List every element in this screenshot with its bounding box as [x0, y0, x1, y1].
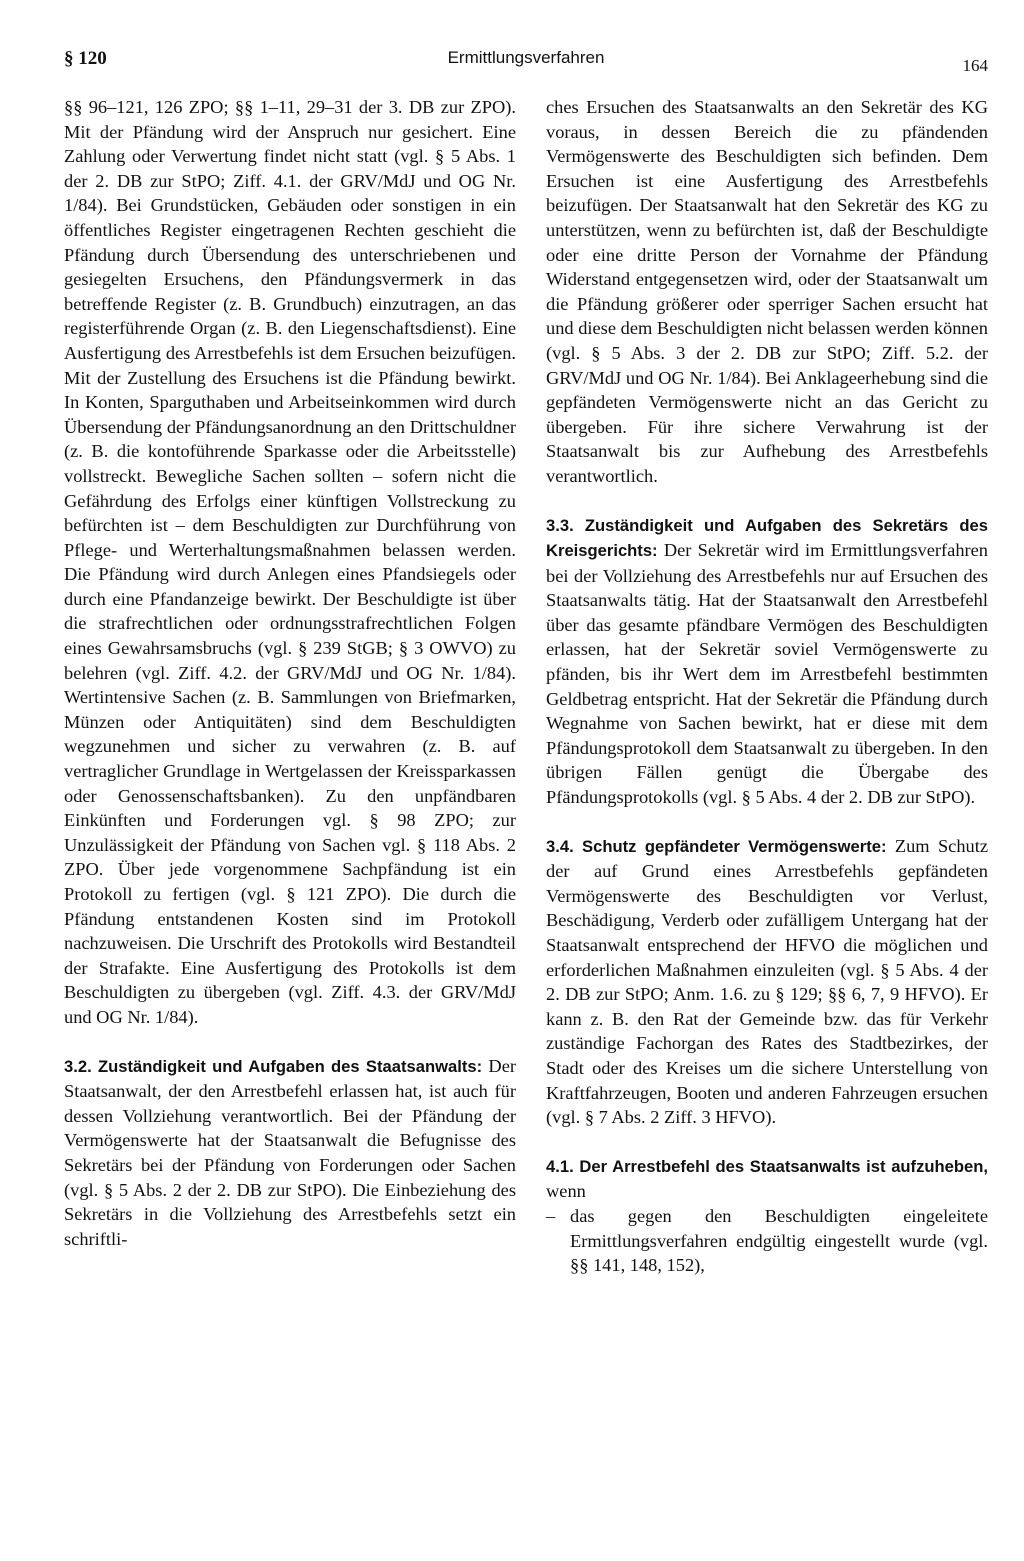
section-4-1-heading: Arrestbefehl des Staatsanwalts ist aufzuheben, [612, 1156, 988, 1176]
list-dash: – [546, 1205, 556, 1226]
section-4-1-prefix: 4.1. Der [546, 1156, 613, 1176]
header-section: § 120 [64, 48, 107, 69]
section-3-2-heading: 3.2. Zuständigkeit und Aufgaben des Staatsanwalts: [64, 1056, 483, 1076]
page-number: 164 [962, 56, 988, 75]
right-column [546, 95, 988, 1278]
section-3-3 [546, 513, 988, 810]
page-header [64, 48, 988, 78]
paragraph-ersuchen: ches Ersuchen des Staatsanwalts an den Sekretär des KG voraus, in dessen Bereich die zu pfändenden Vermögenswerte des Beschuldigten sich befinden. Dem Ersuchen ist eine Ausfertigung des Arrestbefehls beizufügen. Der Staatsanwalt hat den Sekretär des KG zu unterstützen, wenn zu befürchten ist, daß der Beschuldigte oder eine dritte Person der Vornahme der Pfändung Widerstand entgegensetzen wird, oder der Staatsanwalt um die Pfändung größerer oder sperriger Sachen ersucht hat und diese dem Beschuldigten nicht belassen werden können (vgl. § 5 Abs. 3 der 2. DB zur StPO; Ziff. 5.2. der GRV/MdJ und OG Nr. 1/84). Bei Anklageerhebung sind die gepfändeten Vermögenswerte nicht an das Gericht zu übergeben. Für ihre sichere Verwahrung ist der Staatsanwalt bis zur Aufhebung des Arrestbefehls verantwortlich. [546, 97, 988, 486]
section-3-2 [64, 1054, 516, 1252]
list-item-text: das gegen den Beschuldigten eingeleitete Ermittlungsverfahren endgültig eingestellt wurde (vgl. §§ 141, 148, 152), [570, 1205, 988, 1276]
list-item [546, 1204, 988, 1278]
section-3-4-text: Zum Schutz der auf Grund eines Arrestbefehls gepfändeten Vermögenswerte des Beschuldigten vor Verlust, Beschädigung, Verderb oder zufälligem Untergang hat der Staatsanwalt entsprechend der HFVO die möglichen und erforderlichen Maßnahmen einzuleiten (vgl. § 5 Abs. 4 der 2. DB zur StPO; Anm. 1.6. zu § 129; §§ 6, 7, 9 HFVO). Er kann z. B. den Rat der Gemeinde bzw. das für Verkehr zuständige Fachorgan des Rates des Stadtbezirkes, der Stadt oder des Kreises um die sichere Unterstellung von Kraftfahrzeugen, Booten und anderen Fahrzeugen ersuchen (vgl. § 7 Abs. 2 Ziff. 3 HFVO). [546, 835, 989, 1128]
left-column [64, 95, 516, 1251]
section-4-1-text: wenn [546, 1181, 586, 1202]
paragraph-pfaendung: §§ 96–121, 126 ZPO; §§ 1–11, 29–31 der 3. DB zur ZPO). Mit der Pfändung wird der Anspruch nur gesichert. Eine Zahlung oder Verwertung findet nicht statt (vgl. § 5 Abs. 1 der 2. DB zur StPO; Ziff. 4.1. der GRV/MdJ und OG Nr. 1/84). Bei Grundstücken, Gebäuden oder sonstigen in ein öffentliches Register eingetragenen Rechten geschieht die Pfändung durch Übersendung des unterschriebenen und gesiegelten Ersuchens, den Pfändungsvermerk in das betreffende Register (z. B. Grundbuch) einzutragen, an das registerführende Organ (z. B. den Liegenschaftsdienst). Eine Ausfertigung des Arrestbefehls ist dem Ersuchen beizufügen. Mit der Zustellung des Ersuchens ist die Pfändung bewirkt. In Konten, Sparguthaben und Arbeitseinkommen wird durch Übersendung der Pfändungsanordnung an den Drittschuldner (z. B. die kontoführende Sparkasse oder die Arbeitsstelle) vollstreckt. Bewegliche Sachen sollten – sofern nicht die Gefährdung des Erfolgs einer künftigen Vollstreckung zu befürchten ist – dem Beschuldigten zur Durchführung von Pflege- und Werterhaltungsmaßnahmen belassen werden. Die Pfändung wird durch Anlegen eines Pfandsiegels oder durch eine Pfandanzeige bewirkt. Der Beschuldigte ist über die strafrechtlichen oder ordnungsstrafrechtlichen Folgen eines Gewahrsamsbruchs (vgl. § 239 StGB; § 3 OWVO) zu belehren (vgl. Ziff. 4.2. der GRV/MdJ und OG Nr. 1/84). Wertintensive Sachen (z. B. Sammlungen von Briefmarken, Münzen oder Antiquitäten) sind dem Beschuldigten wegzunehmen und sicher zu verwahren (z. B. auf vertraglicher Grundlage in Wertgelassen der Kreissparkassen oder Genossenschaftsbanken). Zu den unpfändbaren Einkünften und Forderungen vgl. § 98 ZPO; zur Unzulässigkeit der Pfändung von Sachen vgl. § 118 Abs. 2 ZPO. Über jede vorgenommene Sachpfändung ist ein Protokoll zu fertigen (vgl. § 121 ZPO). Die durch die Pfändung entstandenen Kosten sind im Protokoll nachzuweisen. Die Urschrift des Protokolls wird Bestandteil der Strafakte. Eine Ausfertigung des Protokolls ist dem Beschuldigten zu übergeben (vgl. Ziff. 4.3. der GRV/MdJ und OG Nr. 1/84). [64, 97, 516, 1027]
section-3-4 [546, 834, 988, 1130]
section-3-4-heading: 3.4. Schutz gepfändeter Vermögenswerte: [546, 836, 887, 856]
header-title: Ermittlungsverfahren [447, 48, 605, 67]
section-3-3-heading: 3.3. Zuständigkeit und Aufgaben des Sekretärs des Kreisgerichts: [546, 515, 988, 561]
section-3-3-text: Der Sekretär wird im Ermittlungsverfahren bei der Vollziehung des Arrestbefehls nur auf Ersuchen des Staatsanwalts tätig. Hat der Staatsanwalt den Arrestbefehl über das gesamte pfändbare Vermögen des Beschuldigten erlassen, hat der Sekretär soviel Vermögenswerte zu pfänden, bis ihr Wert dem im Arrestbefehl bestimmten Geldbetrag entspricht. Hat der Sekretär die Pfändung durch Wegnahme von Sachen bewirkt, hat er diese mit dem Pfändungsprotokoll dem Staatsanwalt zu übergeben. In den übrigen Fällen genügt die Übergabe des Pfändungsprotokolls (vgl. § 5 Abs. 4 der 2. DB zur StPO). [546, 540, 988, 808]
section-4-1 [546, 1154, 988, 1204]
section-3-2-text: Der Staatsanwalt, der den Arrestbefehl erlassen hat, ist auch für dessen Vollziehung verantwortlich. Bei der Pfändung der Vermögenswerte hat der Staatsanwalt die Befugnisse des Sekretärs bei der Pfändung von Forderungen oder Sachen (vgl. § 5 Abs. 2 der 2. DB zur StPO). Die Einbeziehung des Sekretärs in die Vollziehung des Arrestbefehls setzt ein schriftli- [64, 1055, 516, 1249]
